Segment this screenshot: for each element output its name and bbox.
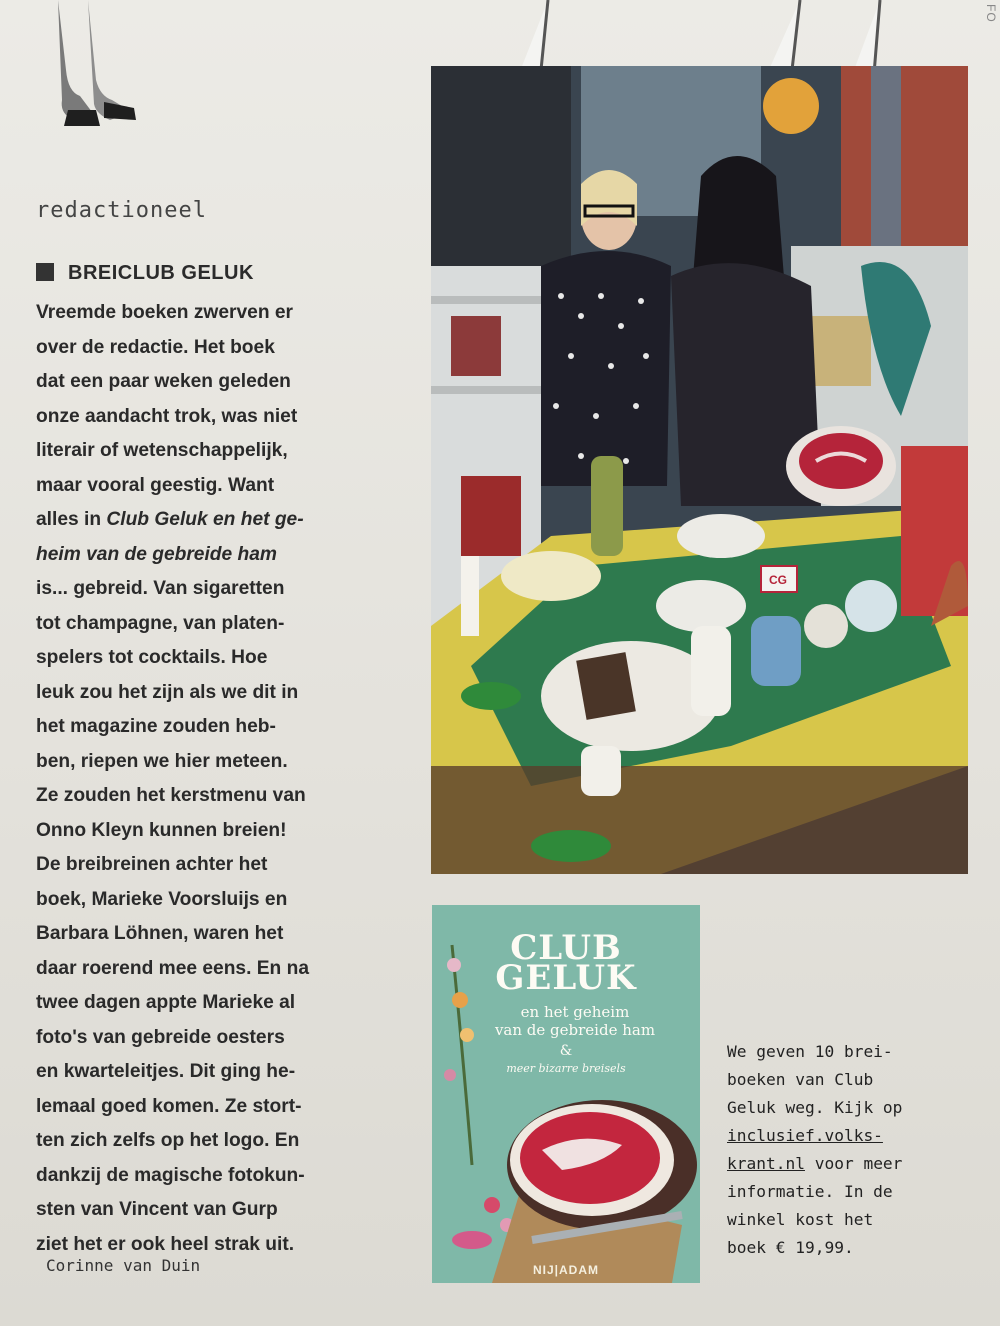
article-line: sten van Vincent van Gurp	[36, 1199, 278, 1220]
article-line: leuk zou het zijn als we dit in	[36, 681, 299, 703]
article-line: is... gebreid. Van sigaretten	[36, 578, 285, 599]
cover-subtitle-line-2: van de gebreide ham	[494, 1021, 656, 1039]
giveaway-line-text: Geluk weg. Kijk op	[727, 1098, 903, 1117]
article-line: De breibreinen achter het	[36, 854, 268, 875]
article-line: boek, Marieke Voorsluijs en	[36, 888, 288, 910]
article-line: daar roerend mee eens. En na	[36, 957, 310, 979]
article-line: literair of wetenschappelijk,	[36, 440, 288, 461]
cover-subtitle	[460, 1003, 690, 1039]
article-line: foto's van gebreide oesters	[36, 1026, 285, 1048]
article-line-text: alles in	[36, 509, 107, 530]
article-body	[36, 296, 366, 1262]
article-line: lemaal goed komen. Ze stort-	[36, 1095, 302, 1117]
headline-text: BREICLUB GELUK	[68, 262, 254, 284]
giveaway-link[interactable]: inclusief.volks-	[727, 1126, 883, 1145]
cover-logo-line-1: CLUB	[510, 928, 622, 968]
giveaway-line-text: voor meer	[804, 1154, 903, 1173]
article-line: twee dagen appte Marieke al	[36, 992, 296, 1013]
giveaway-line-text: boeken van Club	[727, 1070, 874, 1089]
article-line: ten zich zelfs op het logo. En	[36, 1130, 300, 1151]
giveaway-line	[727, 1234, 987, 1262]
article-line: spelers tot cocktails. Hoe	[36, 647, 268, 668]
cover-publisher: NIJ|ADAM	[532, 1263, 600, 1277]
cover-ampersand: &	[559, 1043, 573, 1059]
article-line: tot champagne, van platen-	[36, 612, 285, 634]
editorial-photo	[431, 66, 968, 874]
giveaway-link[interactable]: krant.nl	[727, 1154, 805, 1173]
giveaway-line	[727, 1122, 987, 1150]
giveaway-line	[727, 1094, 987, 1122]
giveaway-line-text: boek € 19,99.	[727, 1238, 854, 1257]
giveaway-line	[727, 1066, 987, 1094]
giveaway-line	[727, 1206, 987, 1234]
article-line: Vreemde boeken zwerven er	[36, 302, 294, 323]
cover-tagline: meer bizarre breisels	[506, 1062, 626, 1075]
giveaway-line	[727, 1038, 987, 1066]
article-line: ziet het er ook heel strak uit.	[36, 1233, 295, 1255]
giveaway-line-text: winkel kost het	[727, 1210, 874, 1229]
cg-tag: CG	[769, 573, 787, 587]
article-line: het magazine zouden heb-	[36, 716, 276, 737]
article-line: over de redactie. Het boek	[36, 336, 275, 358]
article-line: ben, riepen we hier meteen.	[36, 750, 288, 772]
article-author: Corinne van Duin	[46, 1256, 201, 1275]
article-line: Barbara Löhnen, waren het	[36, 923, 284, 944]
cover-logo-line-2: GELUK	[495, 958, 637, 998]
article-line: Onno Kleyn kunnen breien!	[36, 819, 287, 841]
giveaway-line-text: We geven 10 brei-	[727, 1042, 893, 1061]
article-line: onze aandacht trok, was niet	[36, 405, 298, 427]
cover-subtitle-line-1: en het geheim	[520, 1003, 630, 1021]
article-line: dat een paar weken geleden	[36, 371, 291, 392]
book-cover	[432, 905, 700, 1283]
article-line: Ze zouden het kerstmenu van	[36, 785, 306, 806]
giveaway-line	[727, 1178, 987, 1206]
article-line	[36, 503, 366, 538]
section-label: redactioneel	[36, 198, 207, 223]
article-line	[36, 538, 366, 573]
giveaway-text	[727, 1038, 987, 1262]
giveaway-line-text: informatie. In de	[727, 1182, 893, 1201]
knitted-food-photo-illustration	[431, 66, 968, 874]
article-headline	[36, 262, 254, 285]
article-line: en kwarteleitjes. Dit ging he-	[36, 1061, 296, 1082]
side-running-letters: FO	[984, 4, 998, 23]
article-line: dankzij de magische fotokun-	[36, 1164, 305, 1186]
square-bullet-icon	[36, 263, 54, 281]
article-line: maar vooral geestig. Want	[36, 474, 275, 496]
book-title-italic: Club Geluk en het ge-	[106, 509, 304, 530]
giveaway-line	[727, 1150, 987, 1178]
cover-logo	[432, 928, 700, 998]
book-title-italic: heim van de gebreide ham	[36, 543, 277, 565]
